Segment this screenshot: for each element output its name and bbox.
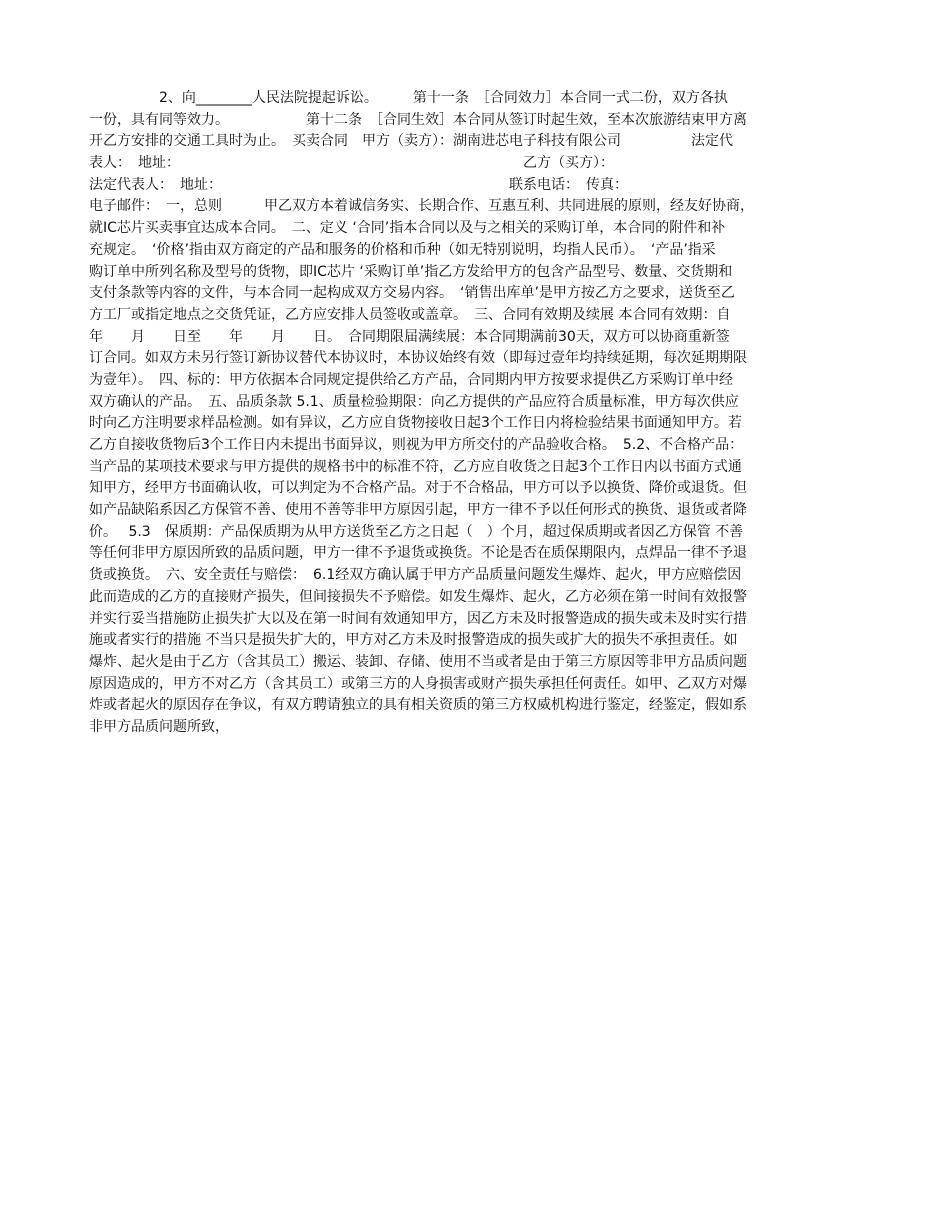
text-line-17: 乙方自接收货物后3个工作日内未提出书面异议，则视为甲方所交付的产品验收合格。 5.2、不合格产品：: [89, 437, 744, 453]
text-line-3: 开乙方安排的交通工具时为止。 买卖合同 甲方（卖方）：湖南进芯电子科技有限公司 法定代: [89, 133, 733, 150]
text-line-28: 原因造成的，甲方不对乙方（含其员工）或第三方的人身损害或财产损失承担任何责任。如甲、乙双方对爆: [89, 675, 747, 692]
text-line-2: 一份，具有同等效力。 第十二条 ［合同生效］本合同从签订时起生效，至本次旅游结束甲方离: [89, 111, 747, 128]
text-line-21: 价。 5.3 保质期：产品保质期为从甲方送货至乙方之日起（ ）个月，超过保质期或者因乙方保管 不善: [89, 523, 744, 540]
text-line-4: 表人： 地址： 乙方（买方）：: [89, 155, 614, 172]
text-line-15: 双方确认的产品。 五、品质条款 5.1、质量检验期限：向乙方提供的产品应符合质量标准，甲方每次供应: [89, 393, 739, 410]
text-line-20: 如产品缺陷系因乙方保管不善、使用不善等非甲方原因引起，甲方一律不予以任何形式的换货、退货或者降: [89, 502, 747, 519]
text-line-18: 当产品的某项技术要求与甲方提供的规格书中的标准不符，乙方应自收货之日起3个工作日内以书面方式通: [89, 458, 742, 475]
text-line-16: 时向乙方注明要求样品检测。如有异议，乙方应自货物接收日起3个工作日内将检验结果书面通知甲方。若: [89, 415, 742, 432]
text-line-30: 非甲方品质问题所致，: [89, 718, 229, 735]
text-line-11: 方工厂或指定地点之交货凭证，乙方应安排人员签收或盖章。 三、合同有效期及续展 本合同有效期：自: [89, 306, 731, 323]
text-line-12: 年 月 日至 年 月 日。 合同期限届满续展：本合同期满前30天，双方可以协商重新签: [89, 328, 730, 345]
text-line-26: 施或者实行的措施 不当只是损失扩大的，甲方对乙方未及时报警造成的损失或扩大的损失不承担责任。如: [89, 632, 738, 649]
text-line-23: 货或换货。 六、安全责任与赔偿： 6.1经双方确认属于甲方产品质量问题发生爆炸、起火，甲方应赔偿因: [89, 567, 742, 584]
text-line-6: 电子邮件： 一，总则 甲乙双方本着诚信务实、长期合作、互惠互利、共同进展的原则，经友好协商，: [89, 198, 754, 215]
text-line-7: 就IC芯片买卖事宜达成本合同。 二、定义 ‘合同’指本合同以及与之相关的采购订单，本合同的附件和补: [89, 220, 726, 237]
text-line-14: 为壹年）。 四、标的：甲方依据本合同规定提供给乙方产品，合同期内甲方按要求提供乙方采购订单中经: [89, 371, 733, 388]
text-line-19: 知甲方，经甲方书面确认收，可以判定为不合格产品。对于不合格品，甲方可以予以换货、降价或退货。但: [89, 480, 747, 497]
document-body: [89, 88, 864, 739]
text-line-24: 此而造成的乙方的直接财产损失，但间接损失不予赔偿。如发生爆炸、起火，乙方必须在第一时间有效报警: [89, 588, 747, 605]
text-line-29: 炸或者起火的原因存在争议，有双方聘请独立的具有相关资质的第三方权威机构进行鉴定，经鉴定，假如系: [89, 697, 747, 714]
text-line-25: 并实行妥当措施防止损失扩大以及在第一时间有效通知甲方，因乙方未及时报警造成的损失或未及时实行措: [89, 610, 747, 627]
text-line-27: 爆炸、起火是由于乙方（含其员工）搬运、装卸、存储、使用不当或者是由于第三方原因等非甲方品质问题: [89, 653, 747, 670]
text-line-10: 支付条款等内容的文件，与本合同一起构成双方交易内容。 ‘销售出库单’是甲方按乙方之要求，送货至乙: [89, 285, 735, 302]
text-line-8: 充规定。 ‘价格’指由双方商定的产品和服务的价格和币种（如无特别说明，均指人民币）。 ‘产品’指采: [89, 241, 716, 258]
text-line-1: 2、向________人民法院提起诉讼。 第十一条 ［合同效力］本合同一式二份，双方各执: [89, 90, 728, 106]
text-line-5: 法定代表人： 地址： 联系电话： 传真：: [89, 176, 628, 193]
text-line-13: 订合同。如双方未另行签订新协议替代本协议时，本协议始终有效（即每过壹年均持续延期，每次延期期限: [89, 350, 747, 367]
text-line-22: 等任何非甲方原因所致的品质问题，甲方一律不予退货或换货。不论是否在质保期限内，点焊品一律不予退: [89, 545, 747, 562]
text-line-9: 购订单中所列名称及型号的货物，即IC芯片 ‘采购订单’指乙方发给甲方的包含产品型号、数量、交货期和: [89, 263, 733, 280]
